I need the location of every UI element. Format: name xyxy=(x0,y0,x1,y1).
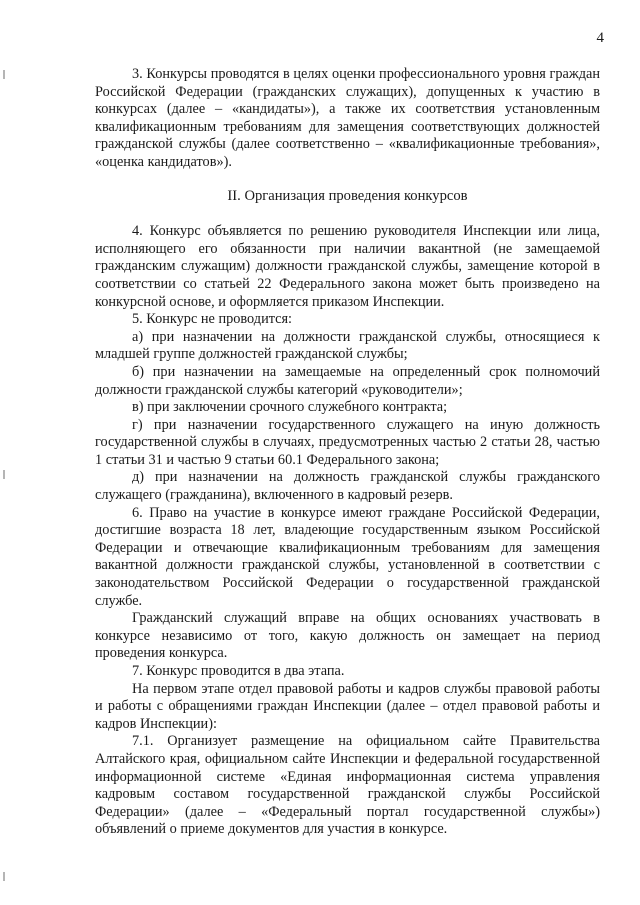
paragraph: 7.1. Организует размещение на официальном сайте Правительства Алтайского края, официальном сайте Инспекции и федеральной государственной информационной системе «Единая информационная система управления кадровым составом государственной гражданской службы Российской Федерации» (далее – «Федеральный портал государственной службы») объявлений о приеме документов для участия в конкурсе. xyxy=(95,733,600,838)
page-number: 4 xyxy=(596,30,604,46)
list-item: д) при назначении на должность гражданской службы гражданского служащего (гражданина), включенного в кадровый резерв. xyxy=(95,469,600,504)
scan-margin-mark xyxy=(3,70,5,79)
paragraph: 7. Конкурс проводится в два этапа. xyxy=(132,663,345,679)
list-item: г) при назначении государственного служащего на иную должность государственной службы в случаях, предусмотренных частью 2 статьи 28, частью 1 статьи 31 и частью 9 статьи 60.1 Федерального закона; xyxy=(95,416,600,468)
list-item: б) при назначении на замещаемые на определенный срок полномочий должности гражданской службы категорий «руководители»; xyxy=(95,363,600,398)
paragraph: 6. Право на участие в конкурсе имеют граждане Российской Федерации, достигшие возраста 18 лет, владеющие государственным языком Российской Федерации и отвечающие квалификационным требованиям для замещения вакантной должности гражданской службы, установленной в соответствии с законодательством Российской Федерации о государственной гражданской службе. xyxy=(95,504,600,609)
list-item: а) при назначении на должности гражданской службы, относящиеся к младшей группе должностей гражданской службы; xyxy=(95,328,600,363)
paragraph: 3. Конкурсы проводятся в целях оценки профессионального уровня граждан Российской Федерации (гражданских служащих), допущенных к участию в конкурсах (далее – «кандидаты»), а также их соответствия установленным квалификационным требованиям для замещения соответствующих должностей гражданской службы (далее соответственно – «квалификационные требования», «оценка кандидатов»). xyxy=(95,66,600,170)
section-heading: II. Организация проведения конкурсов xyxy=(227,187,468,204)
paragraph: На первом этапе отдел правовой работы и кадров службы правовой работы и работы с обращениями граждан Инспекции (далее – отдел правовой работы и кадров Инспекции): xyxy=(95,680,600,732)
paragraph: Гражданский служащий вправе на общих основаниях участвовать в конкурсе независимо от того, какую должность он замещает на период проведения конкурса. xyxy=(95,610,600,662)
paragraph: 5. Конкурс не проводится: xyxy=(132,311,293,328)
paragraph: 4. Конкурс объявляется по решению руководителя Инспекции или лица, исполняющего его обязанности при наличии вакантной (не замещаемой гражданским служащим) должности гражданской службы, замещение которой в соответствии со статьей 22 Федерального закона может быть произведено на конкурсной основе, и оформляется приказом Инспекции. xyxy=(95,223,600,310)
document-body xyxy=(95,66,600,839)
scan-margin-mark xyxy=(3,470,5,479)
scan-margin-mark xyxy=(3,872,5,881)
list-item: в) при заключении срочного служебного контракта; xyxy=(132,399,448,416)
